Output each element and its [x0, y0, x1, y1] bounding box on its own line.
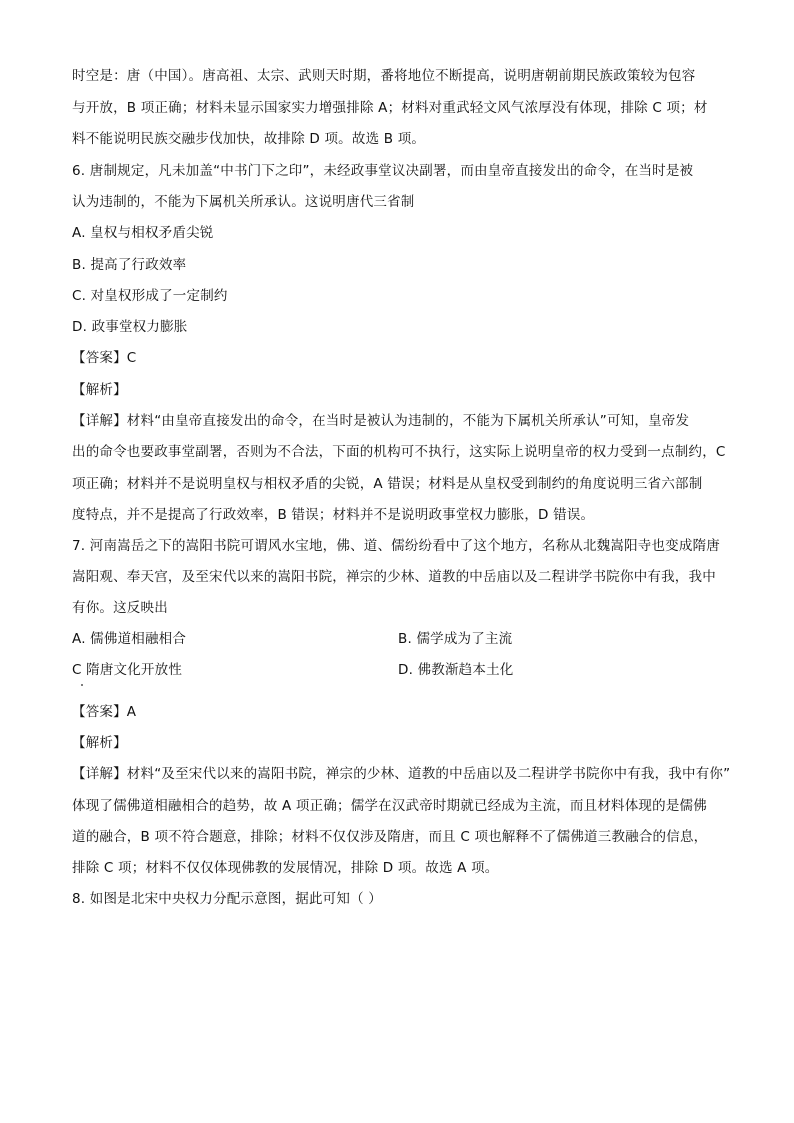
question-7-stem: 嵩阳观、奉天宫，及至宋代以来的嵩阳书院，禅宗的少林、道教的中岳庙以及二程讲学书院你中有我，我中 [72, 569, 716, 585]
question-7-option-a: A. 儒佛道相融相合 [72, 631, 187, 647]
question-7-option-c: C 隋唐文化开放性 [72, 662, 183, 678]
stray-dot [81, 684, 83, 686]
question-7-stem: 有你。这反映出 [72, 600, 168, 616]
question-7-detail: 【详解】材料“及至宋代以来的嵩阳书院，禅宗的少林、道教的中岳庙以及二程讲学书院你中有我，我中有你” [72, 766, 731, 782]
question-6-stem: 6. 唐制规定，凡未加盖“中书门下之印”，未经政事堂议决副署，而由皇帝直接发出的命令，在当时是被 [72, 163, 694, 179]
question-6-analysis-heading: 【解析】 [72, 382, 127, 398]
question-7-option-d: D. 佛教渐趋本土化 [398, 662, 514, 678]
question-8-stem: 8. 如图是北宋中央权力分配示意图，据此可知（ ） [72, 891, 382, 907]
question-6-option-b: B. 提高了行政效率 [72, 257, 187, 273]
question-7-answer: 【答案】A [72, 704, 137, 720]
analysis-line: 料不能说明民族交融步伐加快，故排除 D 项。故选 B 项。 [72, 131, 426, 147]
question-6-detail: 【详解】材料“由皇帝直接发出的命令，在当时是被认为违制的，不能为下属机关所承认”可知，皇帝发 [72, 413, 690, 429]
analysis-line: 与开放，B 项正确；材料未显示国家实力增强排除 A；材料对重武轻文风气浓厚没有体现，排除 C 项；材 [72, 100, 708, 116]
question-6-option-c: C. 对皇权形成了一定制约 [72, 288, 228, 304]
question-7-detail: 体现了儒佛道相融相合的趋势，故 A 项正确；儒学在汉武帝时期就已经成为主流，而且材料体现的是儒佛 [72, 798, 707, 814]
question-7-stem: 7. 河南嵩岳之下的嵩阳书院可谓风水宝地，佛、道、儒纷纷看中了这个地方，名称从北魏嵩阳寺也变成隋唐 [72, 538, 720, 554]
question-6-stem: 认为违制的，不能为下属机关所承认。这说明唐代三省制 [72, 194, 415, 210]
question-6-detail: 出的命令也要政事堂副署，否则为不合法，下面的机构可不执行，这实际上说明皇帝的权力受到一点制约，C [72, 444, 726, 460]
analysis-line: 时空是：唐（中国）。唐高祖、太宗、武则天时期，番将地位不断提高，说明唐朝前期民族政策较为包容 [72, 68, 696, 84]
question-6-option-d: D. 政事堂权力膨胀 [72, 319, 188, 335]
question-6-option-a: A. 皇权与相权矛盾尖锐 [72, 225, 214, 241]
question-7-detail: 道的融合，B 项不符合题意，排除；材料不仅仅涉及隋唐，而且 C 项也解释不了儒佛道三教融合的信息， [72, 829, 708, 845]
question-7-option-b: B. 儒学成为了主流 [398, 631, 513, 647]
question-6-detail: 度特点，并不是提高了行政效率，B 错误；材料并不是说明政事堂权力膨胀，D 错误。 [72, 507, 595, 523]
question-7-detail: 排除 C 项；材料不仅仅体现佛教的发展情况，排除 D 项。故选 A 项。 [72, 860, 499, 876]
question-6-detail: 项正确；材料并不是说明皇权与相权矛盾的尖锐，A 错误；材料是从皇权受到制约的角度说明三省六部制 [72, 476, 703, 492]
question-6-answer: 【答案】C [72, 350, 137, 366]
question-7-analysis-heading: 【解析】 [72, 735, 127, 751]
